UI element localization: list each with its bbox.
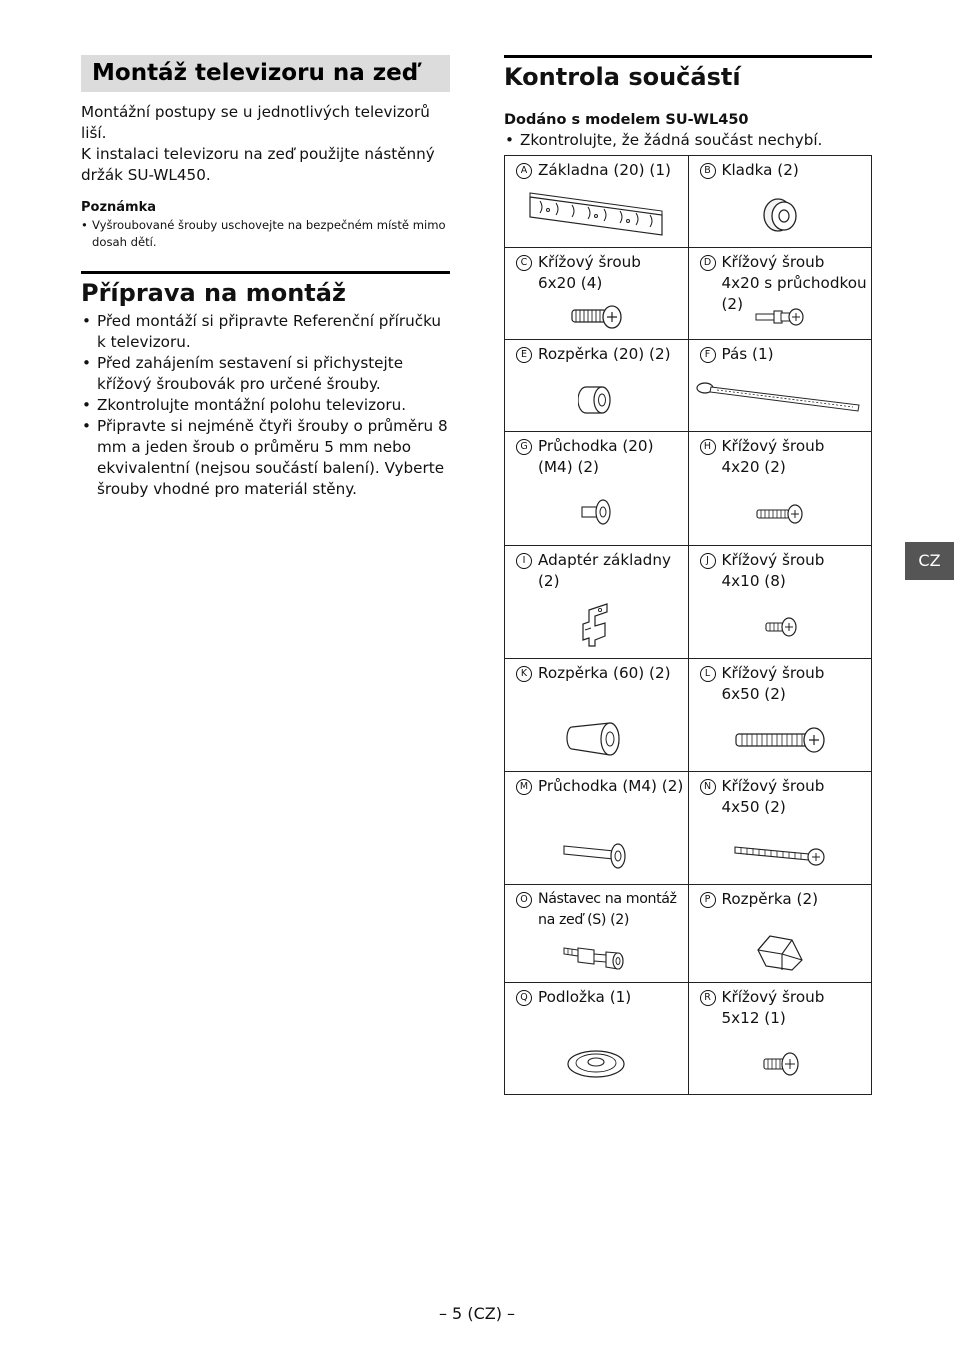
spacer-icon: [505, 383, 688, 417]
section-heading-wall-mount: Montáž televizoru na zeď: [81, 55, 450, 92]
part-cell-h: [688, 432, 872, 546]
part-label: Rozpěrka (2): [721, 890, 819, 908]
part-label: Nástavec na montáž na zeď (S) (2): [538, 891, 677, 928]
screw-with-bushing-icon: [689, 305, 872, 329]
table-row: [505, 156, 872, 248]
bracket-icon: [505, 191, 688, 241]
part-letter: L: [700, 666, 716, 682]
part-label: Křížový šroub 6x50 (2): [721, 664, 825, 703]
part-letter: F: [700, 347, 716, 363]
section-heading-parts-check: Kontrola součástí: [504, 55, 872, 94]
part-cell-d: [688, 248, 872, 340]
part-letter: N: [700, 779, 716, 795]
screw-icon: [689, 840, 872, 866]
part-cell-q: [505, 983, 689, 1095]
part-letter: Q: [516, 990, 532, 1006]
part-cell-k: [505, 659, 689, 772]
part-cell-e: [505, 340, 689, 432]
page-number: – 5 (CZ) –: [438, 1304, 516, 1323]
part-label: Základna (20) (1): [538, 161, 671, 179]
part-letter: C: [516, 255, 532, 271]
long-bushing-icon: [505, 840, 688, 870]
part-label: Křížový šroub 4x50 (2): [721, 777, 825, 816]
part-cell-n: [688, 772, 872, 885]
table-row: [505, 432, 872, 546]
right-column: [504, 55, 872, 1095]
adapter-icon: [505, 602, 688, 648]
part-letter: J: [700, 553, 716, 569]
screw-icon: [689, 1050, 872, 1078]
list-item: • Zkontrolujte montážní polohu televizoru.: [81, 395, 450, 416]
part-cell-g: [505, 432, 689, 546]
part-label: Křížový šroub 4x20 (2): [721, 437, 825, 476]
intro-paragraph: [81, 102, 450, 186]
part-letter: D: [700, 255, 716, 271]
washer-icon: [505, 1046, 688, 1080]
table-row: [505, 885, 872, 983]
part-letter: A: [516, 163, 532, 179]
table-row: [505, 659, 872, 772]
part-cell-l: [688, 659, 872, 772]
parts-subtitle: Dodáno s modelem SU-WL450: [504, 112, 749, 128]
table-row: [505, 248, 872, 340]
part-cell-p: [688, 885, 872, 983]
list-item: • Zkontrolujte, že žádná součást nechybí.: [504, 130, 872, 151]
left-column: [81, 55, 450, 500]
list-item: • Před montáží si připravte Referenční příručku k televizoru.: [81, 311, 450, 353]
part-label: Pás (1): [721, 345, 774, 363]
note-text: • Vyšroubované šrouby uschovejte na bezpečném místě mimo dosah dětí.: [81, 217, 450, 251]
part-label: Křížový šroub 6x20 (4): [538, 253, 641, 292]
part-letter: P: [700, 892, 716, 908]
part-letter: E: [516, 347, 532, 363]
part-cell-r: [688, 983, 872, 1095]
bushing-icon: [505, 497, 688, 527]
part-cell-a: [505, 156, 689, 248]
part-label: Průchodka (20) (M4) (2): [538, 437, 654, 476]
part-letter: I: [516, 553, 532, 569]
wall-mount-attachment-icon: [505, 942, 688, 972]
part-label: Rozpěrka (60) (2): [538, 664, 671, 682]
part-letter: R: [700, 990, 716, 1006]
part-cell-i: [505, 546, 689, 659]
part-label: Kladka (2): [721, 161, 799, 179]
parts-instruction: [504, 130, 872, 151]
intro-line-2: K instalaci televizoru na zeď použijte nástěnný držák SU-WL450.: [81, 145, 435, 184]
list-item: • Před zahájením sestavení si přichystejte křížový šroubovák pro určené šrouby.: [81, 353, 450, 395]
block-spacer-icon: [689, 930, 872, 974]
section-heading-preparation: Příprava na montáž: [81, 271, 450, 310]
table-row: [505, 983, 872, 1095]
part-cell-o: [505, 885, 689, 983]
part-cell-m: [505, 772, 689, 885]
language-tab: CZ: [905, 542, 954, 580]
part-letter: M: [516, 779, 532, 795]
pulley-icon: [689, 195, 872, 235]
part-letter: K: [516, 666, 532, 682]
part-label: Křížový šroub 4x20 s průchodkou (2): [721, 253, 867, 313]
part-label: Rozpěrka (20) (2): [538, 345, 671, 363]
screw-icon: [689, 503, 872, 525]
part-label: Podložka (1): [538, 988, 632, 1006]
screw-icon: [689, 725, 872, 755]
table-row: [505, 772, 872, 885]
long-spacer-icon: [505, 719, 688, 759]
part-letter: G: [516, 439, 532, 455]
part-label: Adaptér základny (2): [538, 551, 671, 590]
part-letter: H: [700, 439, 716, 455]
part-letter: B: [700, 163, 716, 179]
preparation-list: [81, 311, 450, 500]
table-row: [505, 546, 872, 659]
belt-icon: [689, 381, 872, 415]
list-item: • Připravte si nejméně čtyři šrouby o průměru 8 mm a jeden šroub o průměru 5 mm nebo ekvivalentní (nejsou součástí balení). Vyberte šrouby vhodné pro materiál stěny.: [81, 416, 450, 500]
parts-table: [504, 155, 872, 1095]
part-cell-f: [688, 340, 872, 432]
table-row: [505, 340, 872, 432]
part-label: Křížový šroub 5x12 (1): [721, 988, 825, 1027]
intro-line-1: Montážní postupy se u jednotlivých televizorů liší.: [81, 103, 430, 142]
part-letter: O: [516, 892, 532, 908]
part-label: Křížový šroub 4x10 (8): [721, 551, 825, 590]
part-cell-j: [688, 546, 872, 659]
screw-icon: [689, 616, 872, 638]
part-cell-b: [688, 156, 872, 248]
note-title: Poznámka: [81, 200, 157, 215]
part-cell-c: [505, 248, 689, 340]
part-label: Průchodka (M4) (2): [538, 777, 684, 795]
screw-icon: [505, 303, 688, 331]
